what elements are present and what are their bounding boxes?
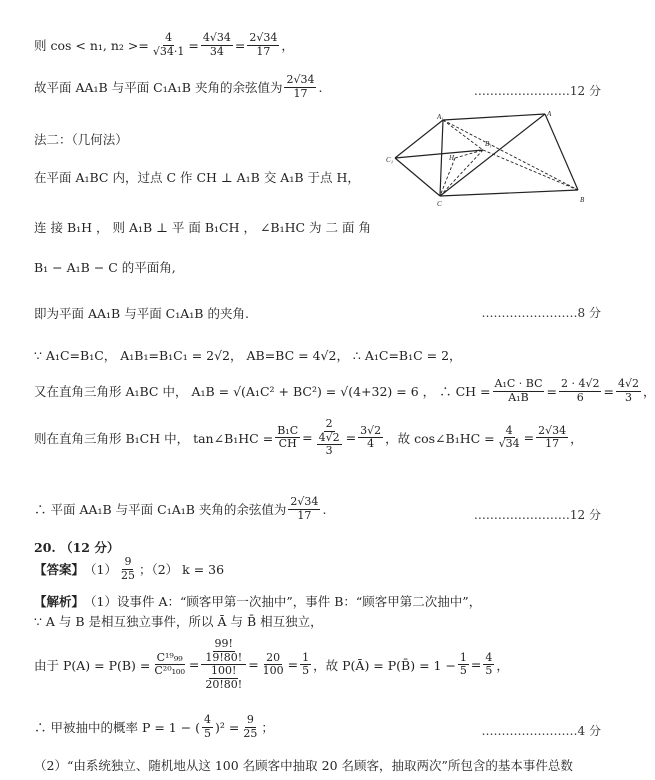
text: ∵ A₁C=B₁C， A₁B₁=B₁C₁ = 2√2， AB=BC = 4√2， ∴ A₁C=B₁C = 2， bbox=[34, 348, 462, 363]
text: 则在直角三角形 B₁CH 中， tan∠B₁HC = bbox=[34, 430, 274, 446]
fraction: $\frac{4}{5}$ bbox=[485, 650, 493, 678]
text: 则 cos < n₁, n₂ >= bbox=[34, 38, 149, 54]
equals: = bbox=[188, 657, 200, 673]
edge-c-b bbox=[440, 190, 578, 196]
text: ∴ 甲被抽中的概率 P = 1 − ( bbox=[34, 720, 201, 736]
score-4: ……………………4 分 bbox=[481, 724, 601, 738]
line-tan-cos bbox=[34, 418, 583, 458]
punct: ， bbox=[281, 38, 294, 54]
fraction: $\frac{4}{5}$ bbox=[204, 713, 212, 740]
part-two-line bbox=[34, 756, 573, 774]
label-b1: B₁ bbox=[485, 140, 492, 148]
equals: = bbox=[603, 383, 614, 399]
edge-c1-c bbox=[395, 158, 440, 196]
edge-a1-b1 bbox=[443, 120, 483, 150]
analysis-line bbox=[34, 592, 481, 610]
line-connect-b1h bbox=[34, 218, 371, 236]
edge-a1-a bbox=[443, 114, 545, 120]
text: 20. （12 分） bbox=[34, 540, 120, 555]
label-a1: A₁ bbox=[437, 113, 444, 121]
line-cos-vectors bbox=[34, 32, 294, 58]
fraction: $\frac{3√2}{4}$ bbox=[360, 423, 382, 451]
equals: = bbox=[287, 657, 299, 673]
text: ∴ 平面 AA₁B 与平面 C₁A₁B 夹角的余弦值为 bbox=[34, 502, 287, 518]
equals: = bbox=[188, 37, 199, 53]
text: ∵ A 与 B 是相互独立事件，所以 Ā 与 B̄ 相互独立， bbox=[34, 614, 323, 629]
text: 即为平面 AA₁B 与平面 C₁A₁B 的夹角. bbox=[34, 306, 249, 321]
fraction: $\frac{9}{25}$ bbox=[243, 713, 258, 740]
line-construct-ch bbox=[34, 168, 360, 186]
edge-b1-c bbox=[440, 150, 483, 196]
equals: = bbox=[523, 430, 535, 446]
score-12b: ……………………12 分 bbox=[473, 508, 601, 522]
fraction: $\frac{4√2}{3}$ bbox=[617, 377, 639, 404]
text: ，故 cos∠B₁HC = bbox=[385, 430, 495, 446]
punct: ， bbox=[496, 657, 509, 673]
fraction: $\frac{2√34}{17}$ bbox=[290, 495, 319, 522]
punct: ； bbox=[261, 720, 274, 736]
fraction: $\frac{2√34}{17}$ bbox=[249, 31, 278, 58]
label-c1: C₁ bbox=[386, 156, 394, 164]
text: B₁ − A₁B − C 的平面角, bbox=[34, 260, 176, 275]
line-compute-ch bbox=[34, 378, 655, 404]
text: 又在直角三角形 A₁BC 中， A₁B = √(A₁C² + BC²) = √(4+32) = 6 ， ∴ CH = bbox=[34, 384, 491, 400]
fraction: $\frac{4}{√34\cdot 1}$ bbox=[152, 31, 185, 58]
text: 由于 P(A) = P(B) = bbox=[34, 657, 151, 673]
punct: . bbox=[322, 501, 327, 517]
fraction: $\frac{4}{√34}$ bbox=[498, 423, 520, 451]
geometry-figure bbox=[385, 110, 595, 210]
text: ，故 P(Ā) = P(B̄) = 1 − bbox=[313, 657, 456, 673]
fraction: $\frac{\text{A₁C · BC}}{\text{A₁B}}$ bbox=[494, 377, 543, 404]
probability-calc-line bbox=[34, 638, 509, 692]
edge-c1-a1 bbox=[395, 120, 443, 158]
fraction: $\frac{4√34}{34}$ bbox=[202, 31, 231, 58]
punct: . bbox=[318, 79, 323, 95]
fraction: $\frac{1}{5}$ bbox=[302, 650, 310, 678]
edge-a1-b bbox=[443, 120, 578, 190]
compound-fraction: $\frac{2}{\frac{4√2}{3}}$ bbox=[318, 417, 340, 458]
compound-fraction: $\frac{\frac{99!}{19!80!}}{\frac{100!}{20!80!}}$ bbox=[201, 638, 246, 692]
fraction: $\frac{1}{5}$ bbox=[459, 650, 467, 678]
fraction: $\frac{2√34}{17}$ bbox=[286, 73, 315, 100]
answer-label: 【答案】 bbox=[34, 562, 85, 578]
edge-a1-c bbox=[440, 120, 443, 196]
fraction: $\frac{20}{100}$ bbox=[262, 650, 284, 678]
independence-line bbox=[34, 612, 323, 630]
edge-c-a bbox=[440, 114, 545, 196]
text: （2）“由系统独立、随机地从这 100 名顾客中抽取 20 名顾客，抽取两次”所包含的基本事件总数 bbox=[34, 758, 573, 773]
score-12: ……………………12 分 bbox=[473, 84, 601, 98]
text: （1）设事件 A：“顾客甲第一次抽中”，事件 B：“顾客甲第二次抽中”， bbox=[84, 594, 482, 609]
line-cosine-result bbox=[34, 74, 322, 100]
equals: = bbox=[345, 430, 357, 446]
fraction: $\frac{2√34}{17}$ bbox=[538, 423, 567, 451]
text: 连 接 B₁H ， 则 A₁B ⊥ 平 面 B₁CH ， ∠B₁HC 为 二 面 角 bbox=[34, 220, 371, 235]
label-b: B bbox=[580, 196, 585, 204]
text: （1） bbox=[84, 562, 117, 578]
selection-probability-line bbox=[34, 714, 274, 740]
fraction: $\frac{2 \cdot 4√2}{6}$ bbox=[560, 377, 600, 404]
fraction: $\frac{9}{25}$ bbox=[120, 555, 135, 582]
method-two-heading bbox=[34, 130, 128, 148]
problem-20-heading bbox=[34, 538, 119, 556]
punct: ， bbox=[642, 384, 655, 400]
label-h: H bbox=[449, 154, 455, 162]
text: ；（2） k = 36 bbox=[138, 562, 225, 578]
label-a: A bbox=[547, 110, 552, 118]
line-dihedral bbox=[34, 258, 176, 276]
line-angle-is bbox=[34, 304, 249, 322]
fraction: $\frac{\text{B₁C}}{CH}$ bbox=[277, 423, 299, 451]
equals: = bbox=[546, 383, 557, 399]
text: 故平面 AA₁B 与平面 C₁A₁B 夹角的余弦值为 bbox=[34, 80, 283, 96]
line-given-lengths bbox=[34, 346, 462, 364]
fraction: $\frac{\text{C¹⁹₉₉}}{\text{C²⁰₁₀₀}}$ bbox=[154, 650, 185, 678]
equals: = bbox=[470, 657, 482, 673]
text: )² = bbox=[215, 719, 240, 735]
equals: = bbox=[248, 657, 259, 673]
equals: = bbox=[234, 37, 246, 53]
score-8: ……………………8 分 bbox=[481, 306, 601, 320]
label-c: C bbox=[437, 200, 442, 208]
analysis-label: 【解析】 bbox=[34, 594, 85, 609]
punct: ， bbox=[570, 430, 583, 446]
text: 在平面 A₁BC 内，过点 C 作 CH ⊥ A₁B 交 A₁B 于点 H， bbox=[34, 170, 360, 185]
line-final-cosine bbox=[34, 496, 326, 522]
text: 法二：（几何法） bbox=[34, 132, 128, 147]
answer-line bbox=[34, 556, 224, 582]
equals: = bbox=[302, 430, 313, 446]
